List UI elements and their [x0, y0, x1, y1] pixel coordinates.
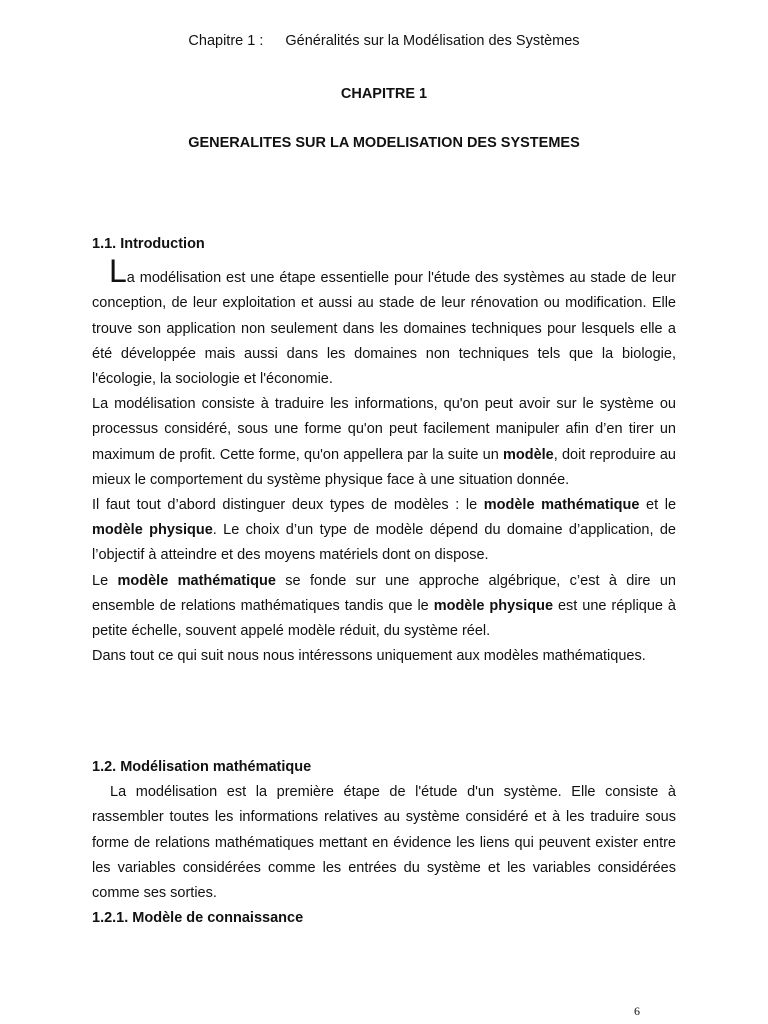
modelisation-paragraph-1: La modélisation est la première étape de l'étude d'un système. Elle consiste à rassembler toutes les informations relatives au système considéré et à les traduire sous forme de relations mathématiques mettant en évidence les liens qui peuvent exister entre les variables considérées comme les entrées du système et les variables considérées comme ses sorties. [92, 784, 676, 902]
bold-term: modèle mathématique [483, 497, 640, 514]
text-run: est une réplique à petite échelle, souvent appelé modèle réduit, du système réel. [92, 597, 676, 640]
text-run: , doit reproduire au mieux le comportement du système physique face à une situation donnée. [92, 446, 676, 488]
running-header [0, 33, 768, 49]
text-run: se fonde sur une approche algébrique, c’est à dire un ensemble de relations mathématiques tandis que le [92, 572, 676, 614]
intro-paragraph-4 [92, 569, 676, 645]
intro-paragraph-5: Dans tout ce qui suit nous nous intéressons uniquement aux modèles mathématiques. [92, 648, 646, 665]
bold-term: modèle physique [92, 522, 213, 539]
intro-paragraph-1 [92, 253, 676, 392]
bold-term: modèle mathématique [117, 572, 276, 589]
header-chapter-label: Chapitre 1 : [188, 33, 264, 49]
page-number: 6 [634, 1004, 640, 1018]
text-run: Il faut tout d’abord distinguer deux types de modèles : le [92, 497, 484, 514]
intro-paragraph-3 [92, 493, 676, 569]
text-run: La modélisation consiste à traduire les informations, qu'on peut avoir sur le système ou processus considéré, sous une forme qu'on peut facilement manipuler afin d’en tirer un maximum de profit. Cette forme, qu'on appellera par la suite un [92, 396, 676, 463]
header-chapter-subject: Généralités sur la Modélisation des Systèmes [285, 33, 580, 49]
section-introduction [92, 232, 676, 669]
intro-paragraph-2 [92, 392, 676, 493]
chapter-number: CHAPITRE 1 [340, 86, 428, 102]
drop-cap: L [109, 253, 127, 290]
intro-paragraph-1-text: a modélisation est une étape essentielle pour l'étude des systèmes au stade de leur conception, de leur exploitation et aussi au stade de leur rénovation ou modification. Elle trouve son application non seulement dans les domaines techniques pour lesquels elle a été développée mais aussi dans les domaines non techniques tels que la biologie, l'écologie, la sociologie et l'économie. [92, 270, 676, 388]
section-heading-introduction: 1.1. Introduction [92, 236, 205, 252]
bold-term: modèle physique [433, 597, 554, 614]
subsection-heading-modele-connaissance: 1.2.1. Modèle de connaissance [92, 910, 304, 927]
section-heading-modelisation: 1.2. Modélisation mathématique [92, 759, 312, 775]
text-run: Le [92, 572, 118, 589]
text-run: et le [639, 497, 677, 514]
chapter-title: GENERALITES SUR LA MODELISATION DES SYSTEMES [188, 135, 580, 151]
bold-term: modèle [502, 446, 554, 463]
section-modelisation-mathematique [92, 755, 676, 931]
text-run: . Le choix d’un type de modèle dépend du domaine d’application, de l’objectif à atteindre et des moyens matériels dont on dispose. [92, 522, 676, 564]
